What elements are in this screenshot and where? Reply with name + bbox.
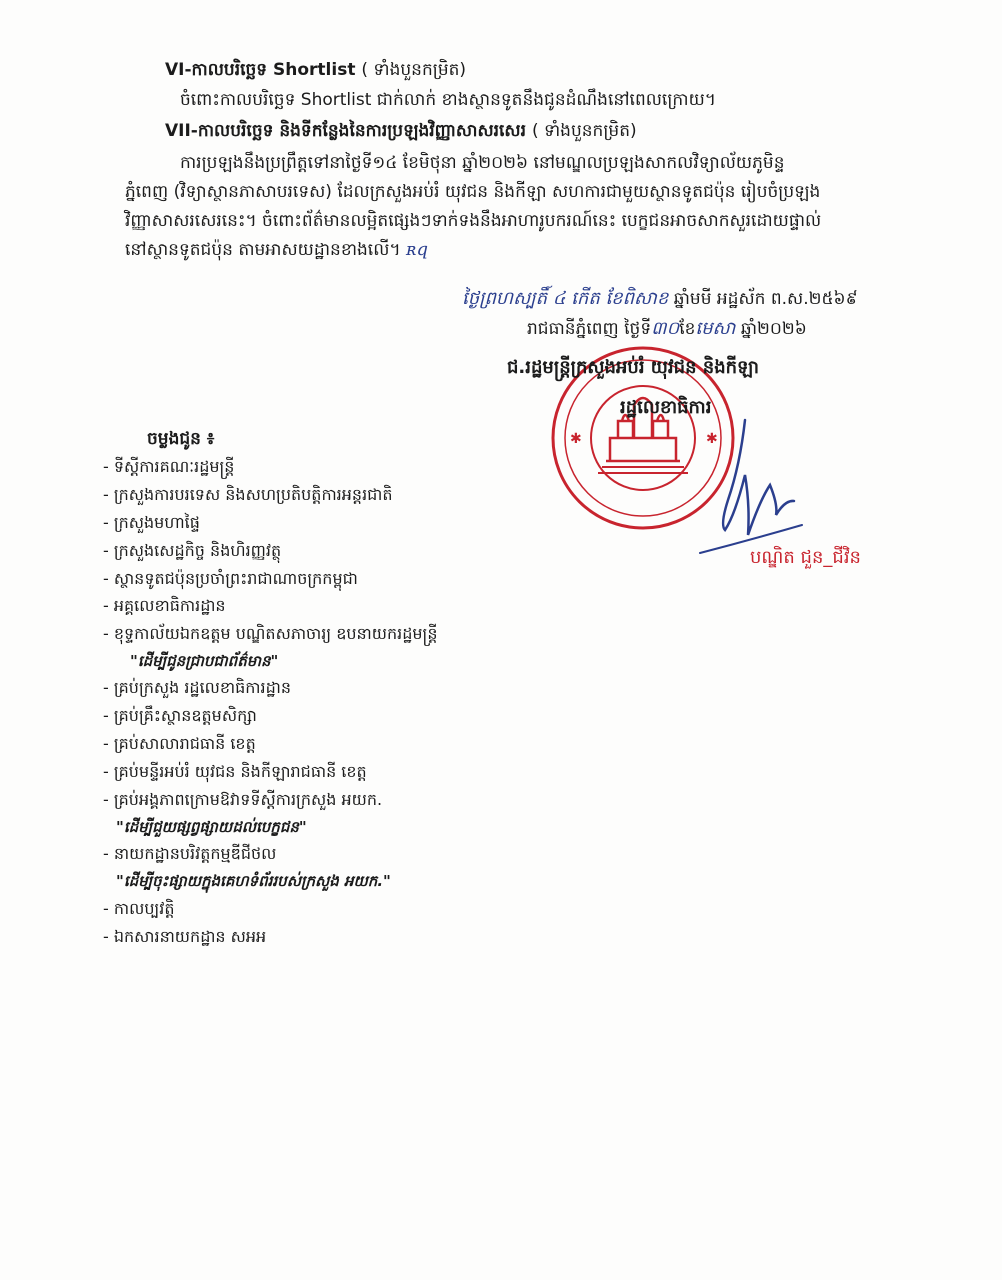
recipient-note: "ដើម្បីជូនជ្រាបជាព័ត៌មាន": [130, 652, 279, 670]
section-7-heading: [165, 119, 637, 143]
recipient-item: - ខុទ្ទកាល័យឯកឧត្តម បណ្ឌិតសភាចារ្យ ឧបនាយករដ្ឋមន្ត្រី: [103, 624, 438, 643]
recipient-note: "ដើម្បីចុះផ្សាយក្នុងគេហទំព័ររបស់ក្រសួង អយក.": [116, 872, 391, 890]
svg-text:✱: ✱: [570, 431, 582, 447]
section-6-body: ចំពោះកាលបរិច្ឆេទ Shortlist ជាក់លាក់ ខាងស្ថានទូតនឹងជូនដំណឹងនៅពេលក្រោយ។: [180, 90, 716, 110]
section-7-last-line: នៅស្ថានទូតជប៉ុន តាមអាសយដ្ឋានខាងលើ។: [125, 240, 401, 260]
recipient-item: - ឯកសារនាយកដ្ឋាន សអអ: [103, 927, 267, 946]
solar-date-prefix: រាជធានីភ្នំពេញ ថ្ងៃទី: [527, 319, 652, 339]
section-7-body-line: ភ្នំពេញ (វិទ្យាស្ថានភាសាបរទេស) ដែលក្រសួងអប់រំ យុវជន និងកីឡា សហការជាមួយស្ថានទូតជប៉ុន រៀបចំប្រឡង: [125, 182, 821, 202]
lunar-date-line: [462, 287, 858, 311]
section-7-title: VII-កាលបរិច្ឆេទ និងទីកន្លែងនៃការប្រឡងវិញ្ញាសាសរសេរ: [165, 121, 527, 141]
solar-date-line: [527, 317, 807, 341]
recipient-item: - ក្រសួងមហាផ្ទៃ: [103, 513, 200, 532]
recipient-note: "ដើម្បីជួយផ្សព្វផ្សាយដល់បេក្ខជន": [116, 818, 307, 836]
recipient-item: - គ្រប់អង្គភាពក្រោមឱវាទទីស្តីការក្រសួង អយក.: [103, 790, 383, 809]
recipient-item: - គ្រប់សាលារាជធានី ខេត្ត: [103, 734, 256, 753]
lunar-date-printed: ឆ្នាំមមី អដ្ឋស័ក ព.ស.២៥៦៩: [673, 289, 858, 309]
recipient-item: - គ្រប់ក្រសួង រដ្ឋលេខាធិការដ្ឋាន: [103, 678, 291, 697]
section-6-note: ( ទាំងបួនកម្រិត): [361, 60, 467, 80]
section-7-body-line: វិញ្ញាសាសរសេរនេះ។ ចំពោះព័ត៌មានលម្អិតផ្សេងៗទាក់ទងនឹងអាហារូបករណ៍នេះ បេក្ខជនអាចសាកសួរដោយផ្ទាល់: [125, 211, 822, 231]
recipient-item: - នាយកដ្ឋានបរិវត្តកម្មឌីជីថល: [103, 844, 277, 863]
section-7-body-line: [125, 238, 428, 262]
section-6-prefix: VI-: [165, 60, 192, 80]
signature-title-line2: រដ្ឋលេខាធិការ: [620, 397, 712, 418]
recipient-item: - គ្រប់គ្រឹះស្ថានឧត្តមសិក្សា: [103, 706, 257, 725]
lunar-date-handwritten: ថ្ងៃព្រហស្បតិ៍ ៤ កើត ខែពិសាខ: [462, 288, 669, 309]
svg-text:✱: ✱: [706, 431, 718, 447]
section-6-title: កាលបរិច្ឆេទ: [191, 60, 268, 80]
section-6-title-latin: Shortlist: [273, 60, 356, 80]
recipient-item: - គ្រប់មន្ទីរអប់រំ យុវជន និងកីឡារាជធានី ខេត្ត: [103, 762, 367, 781]
recipients-title: ចម្លងជូន ៖: [147, 429, 215, 449]
solar-month-handwritten: មេសា: [695, 318, 736, 339]
recipient-item: - ក្រសួងការបរទេស និងសហប្រតិបត្តិការអន្តរជាតិ: [103, 485, 393, 504]
recipient-item: - ស្ថានទូតជប៉ុនប្រចាំព្រះរាជាណាចក្រកម្ពុជា: [103, 569, 358, 588]
handwritten-initials: ʀq: [406, 239, 428, 260]
section-6-heading: [165, 58, 466, 82]
signature-icon: [690, 405, 805, 555]
section-7-note: ( ទាំងបួនកម្រិត): [531, 121, 637, 141]
recipient-item: - អគ្គលេខាធិការដ្ឋាន: [103, 596, 226, 615]
solar-month-label: ខែ: [679, 319, 696, 339]
signer-name: បណ្ឌិត ជួន_ជីវិន: [750, 547, 861, 568]
recipient-item: - កាលប្បវត្តិ: [103, 899, 175, 918]
section-7-body-line: ការប្រឡងនឹងប្រព្រឹត្តទៅនាថ្ងៃទី១៤ ខែមិថុនា ឆ្នាំ២០២៦ នៅមណ្ឌលប្រឡងសាកលវិទ្យាល័យភូមិន្ទ: [180, 153, 785, 173]
solar-year: ឆ្នាំ២០២៦: [740, 319, 807, 339]
recipient-item: - ក្រសួងសេដ្ឋកិច្ច និងហិរញ្ញវត្ថុ: [103, 541, 282, 560]
solar-day-handwritten: ៣០: [651, 318, 680, 339]
recipient-item: - ទីស្តីការគណៈរដ្ឋមន្ត្រី: [103, 457, 235, 476]
signature-title-line1: ជ.រដ្ឋមន្ត្រីក្រសួងអប់រំ យុវជន និងកីឡា: [507, 357, 760, 378]
